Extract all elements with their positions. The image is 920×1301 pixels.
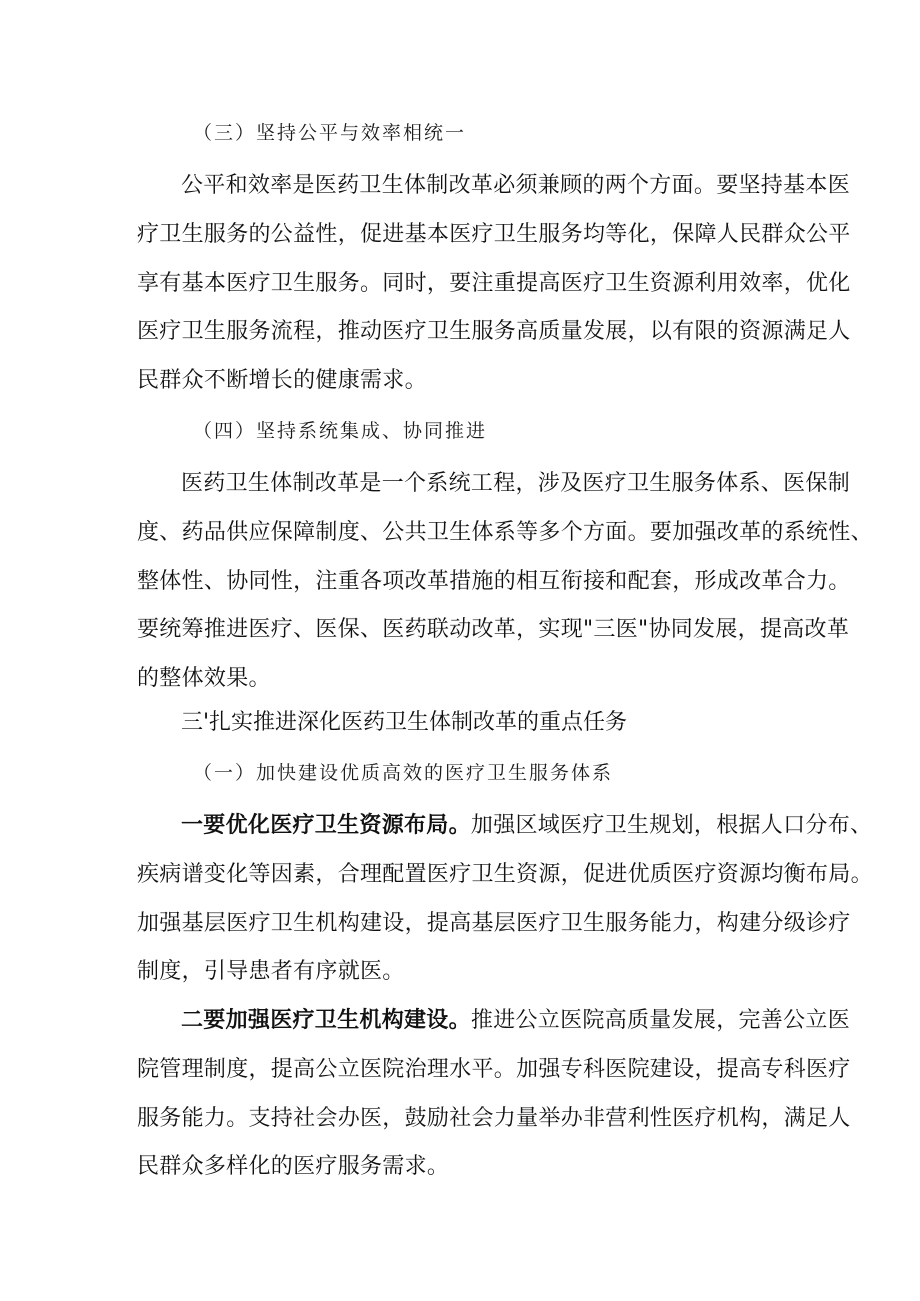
paragraph-line: 民群众多样化的医疗服务需求。 bbox=[137, 1154, 450, 1180]
paragraph-line: 整体性、协同性，注重各项改革措施的相互衔接和配套，形成改革合力。 bbox=[137, 568, 851, 594]
paragraph-line: 医疗卫生服务流程，推动医疗卫生服务高质量发展，以有限的资源满足人 bbox=[137, 319, 851, 345]
paragraph-line: 服务能力。支持社会办医，鼓励社会力量举办非营利性医疗机构，满足人 bbox=[137, 1105, 851, 1131]
subheading-three: （三）坚持公平与效率相统一 bbox=[193, 122, 467, 144]
paragraph-resource-layout bbox=[137, 802, 873, 997]
paragraph-line: 医药卫生体制改革是一个系统工程，涉及医疗卫生服务体系、医保制 bbox=[181, 471, 851, 496]
section-title-three: 三'扎实推进深化医药卫生体制改革的重点任务 bbox=[181, 710, 628, 735]
paragraph-line: 公平和效率是医药卫生体制改革必须兼顾的两个方面。要坚持基本医 bbox=[181, 173, 851, 198]
paragraph-line: 的整体效果。 bbox=[137, 666, 271, 692]
paragraph-institution-building bbox=[137, 997, 851, 1192]
paragraph-system-integration bbox=[137, 460, 873, 704]
paragraph-line: 制度，引导患者有序就医。 bbox=[137, 959, 405, 985]
paragraph-line: 要统筹推进医疗、医保、医药联动改革，实现"三医"协同发展，提高改革 bbox=[137, 617, 850, 643]
paragraph-line: 加强基层医疗卫生机构建设，提高基层医疗卫生服务能力，构建分级诊疗 bbox=[137, 910, 851, 936]
bold-lead: 一要优化医疗卫生资源布局。 bbox=[181, 813, 471, 838]
paragraph-line bbox=[137, 802, 873, 851]
paragraph-fairness-efficiency bbox=[137, 162, 851, 406]
paragraph-line: 疾病谱变化等因素，合理配置医疗卫生资源，促进优质医疗资源均衡布局。 bbox=[137, 861, 873, 887]
paragraph-line: 院管理制度，提高公立医院治理水平。加强专科医院建设，提高专科医疗 bbox=[137, 1056, 851, 1082]
paragraph-line: 享有基本医疗卫生服务。同时，要注重提高医疗卫生资源利用效率，优化 bbox=[137, 270, 851, 296]
paragraph-line: 度、药品供应保障制度、公共卫生体系等多个方面。要加强改革的系统性、 bbox=[137, 519, 873, 545]
paragraph-line: 民群众不断增长的健康需求。 bbox=[137, 368, 427, 394]
paragraph-text: 推进公立医院高质量发展，完善公立医 bbox=[470, 1008, 851, 1033]
bold-lead: 二要加强医疗卫生机构建设。 bbox=[181, 1008, 471, 1033]
paragraph-line: 疗卫生服务的公益性，促进基本医疗卫生服务均等化，保障人民群众公平 bbox=[137, 221, 851, 247]
subheading-one: （一）加快建设优质高效的医疗卫生服务体系 bbox=[193, 762, 614, 784]
paragraph-text: 加强区域医疗卫生规划，根据人口分布、 bbox=[470, 813, 873, 838]
paragraph-line bbox=[137, 997, 851, 1046]
subheading-four: （四）坚持系统集成、协同推进 bbox=[193, 420, 488, 442]
